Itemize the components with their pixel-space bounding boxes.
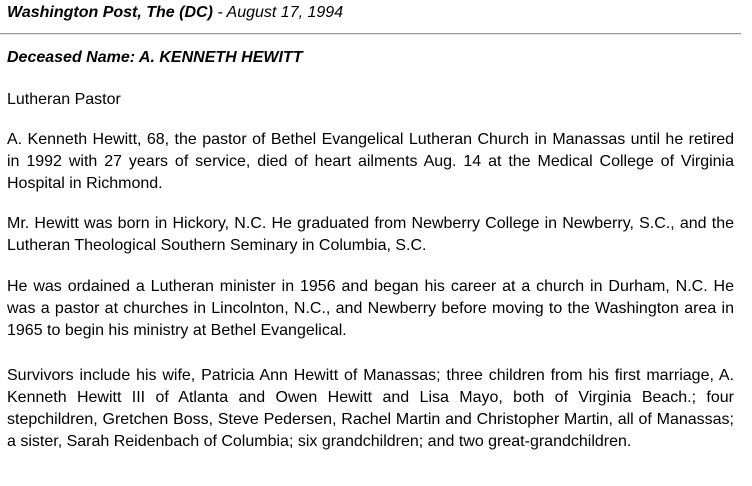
obituary-title: Lutheran Pastor <box>7 91 121 108</box>
deceased-name: Deceased Name: A. KENNETH HEWITT <box>7 49 303 66</box>
obituary-paragraph: He was ordained a Lutheran minister in 1956 and began his career at a church in Durham, N.C. He was a pastor at churches in Lincolnton, N.C., and Newberry before moving to the Washington area in 1965 to begin his ministry at Bethel Evangelical. <box>7 278 734 339</box>
header-divider <box>0 33 741 35</box>
publication-source: Washington Post, The (DC) <box>7 4 213 21</box>
obituary-paragraph: Survivors include his wife, Patricia Ann Hewitt of Manassas; three children from his first marriage, A. Kenneth Hewitt III of Atlanta and Owen Hewitt and Lisa Mayo, both of Virginia Beach.; four stepchildren, Gretchen Boss, Steve Pedersen, Rachel Martin and Christopher Martin, all of Manassas; a sister, Sarah Reidenbach of Columbia; six grandchildren; and two great-grandchildren. <box>7 367 734 450</box>
header-separator: - <box>212 4 227 21</box>
obituary-paragraph: A. Kenneth Hewitt, 68, the pastor of Bethel Evangelical Lutheran Church in Manassas until he retired in 1992 with 27 years of service, died of heart ailments Aug. 14 at the Medical College of Virginia Hospital in Richmond. <box>7 131 734 192</box>
publication-date: August 17, 1994 <box>226 4 344 21</box>
publication-header <box>7 4 343 22</box>
obituary-paragraph: Mr. Hewitt was born in Hickory, N.C. He graduated from Newberry College in Newberry, S.C., and the Lutheran Theological Southern Seminary in Columbia, S.C. <box>7 215 734 254</box>
